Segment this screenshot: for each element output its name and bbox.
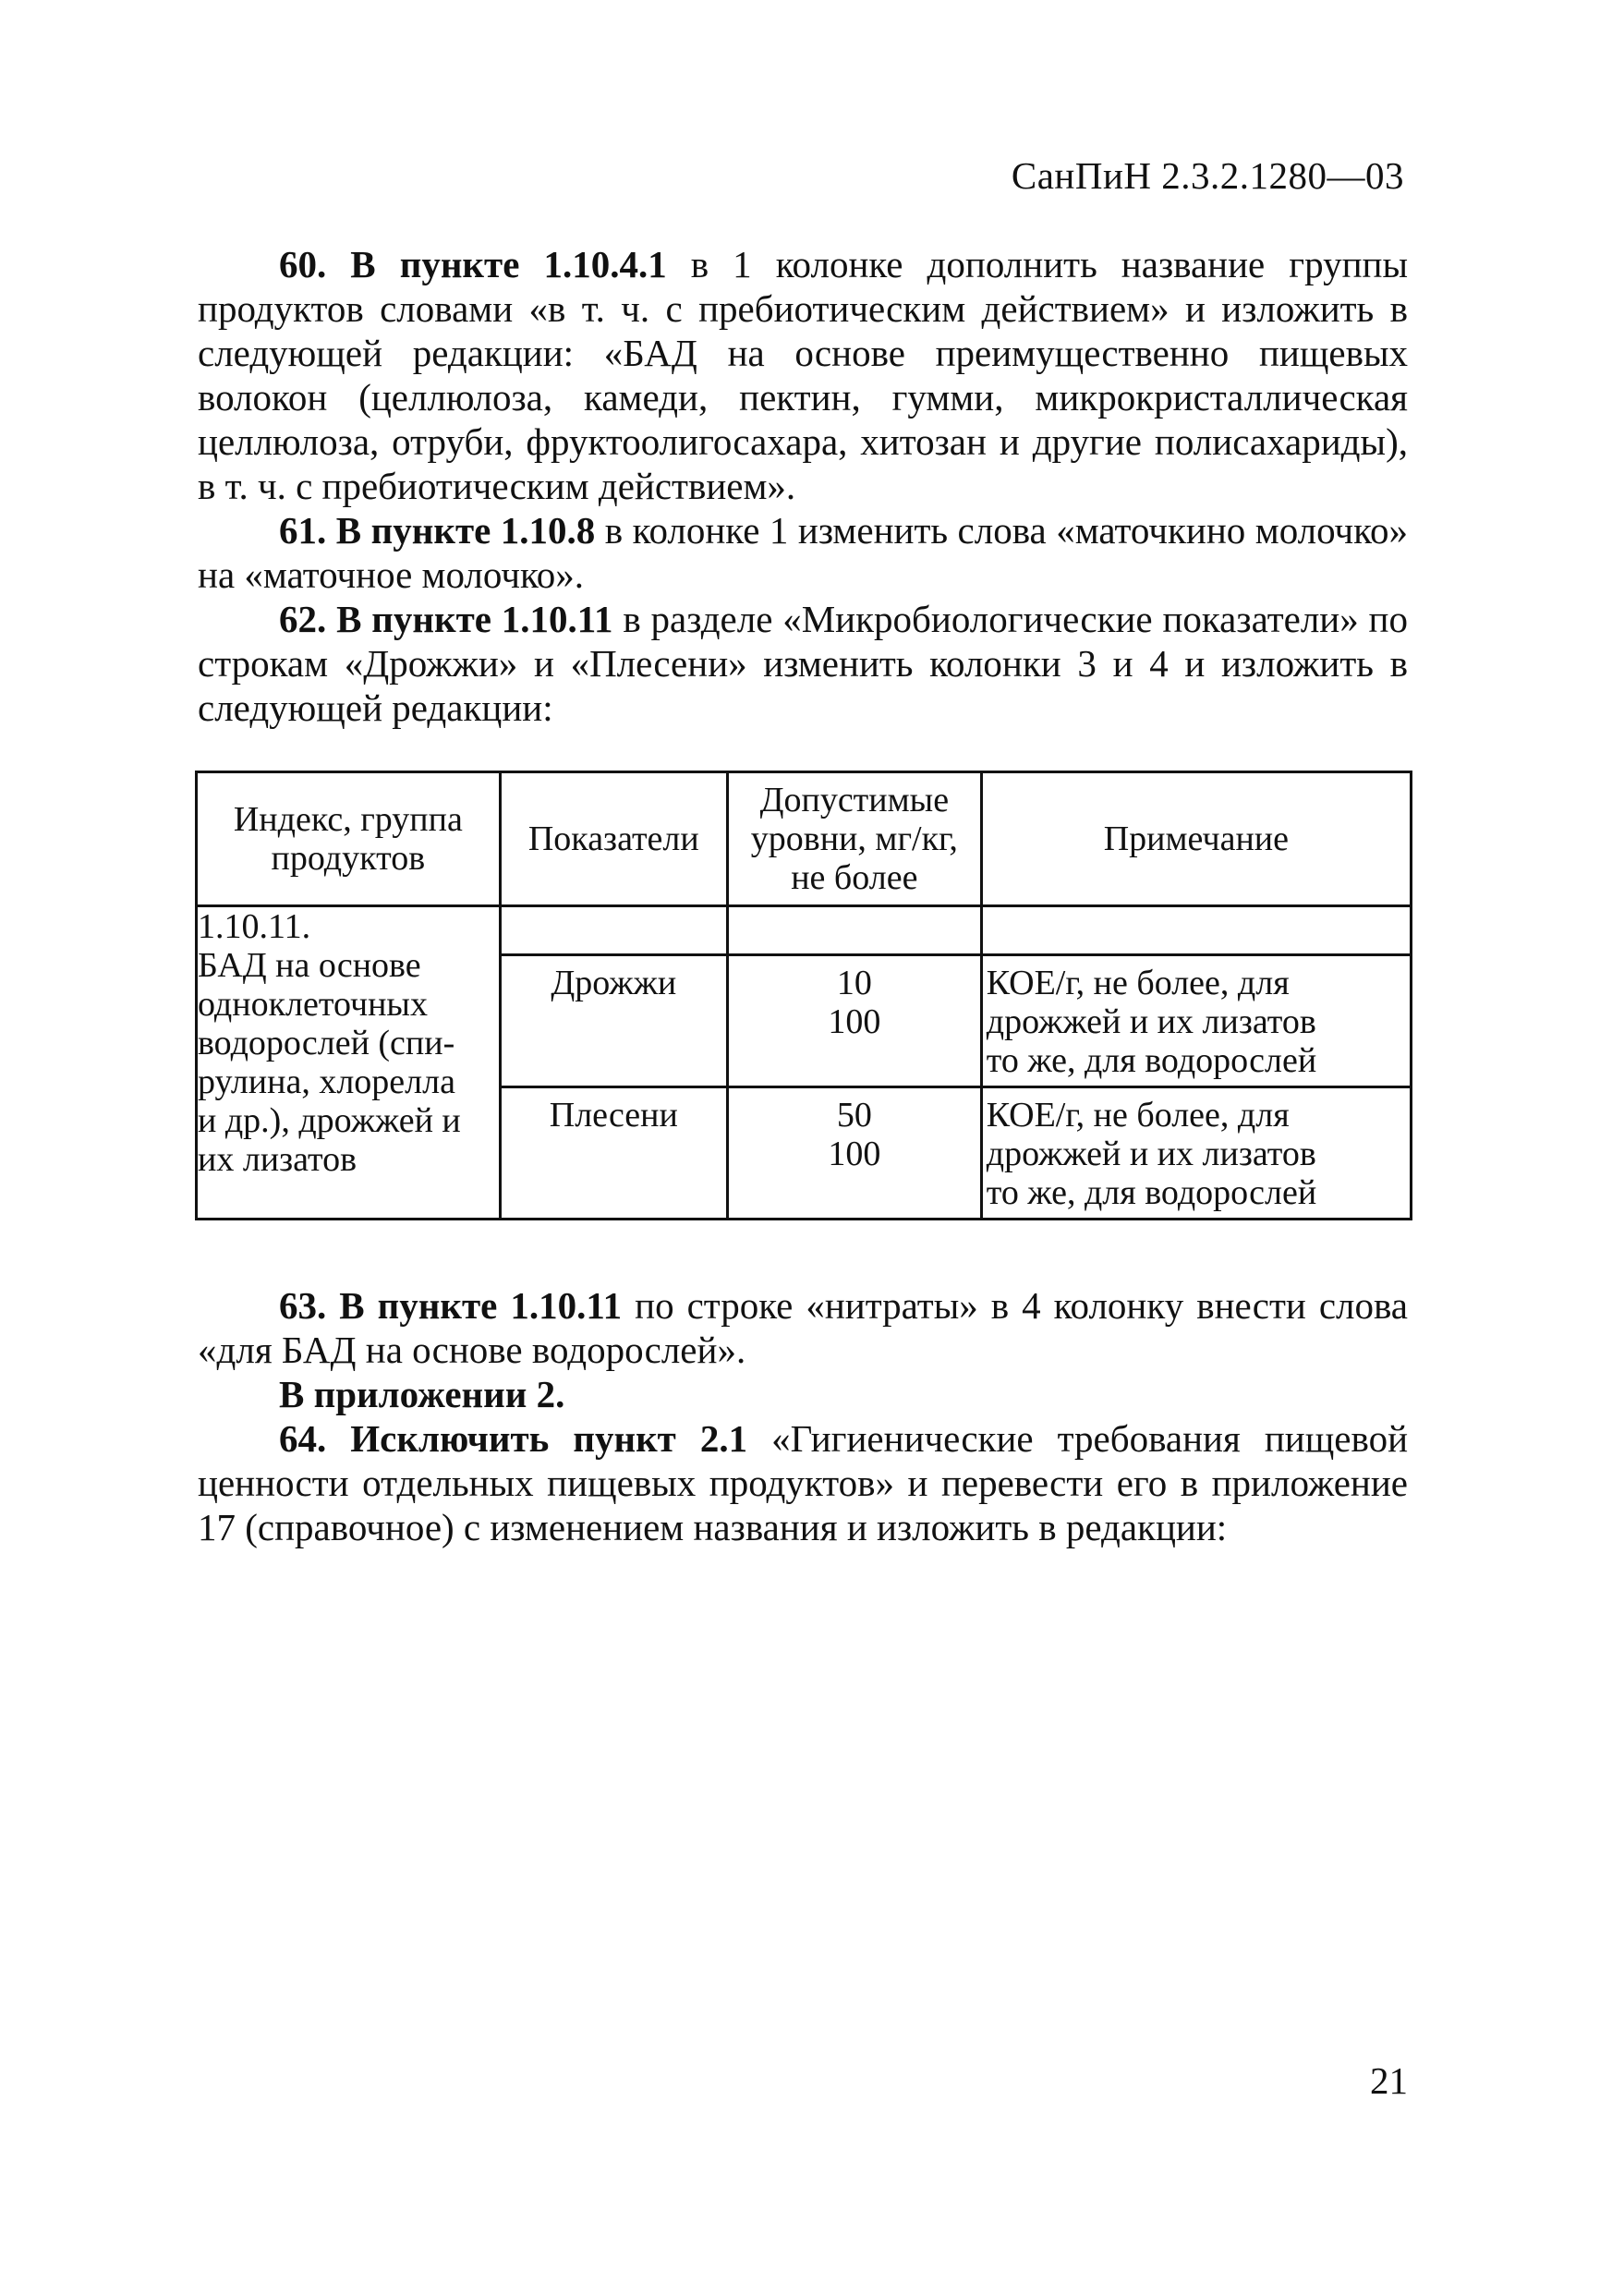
note-yeast [981, 955, 1411, 1087]
level-value: 50 [836, 1096, 872, 1135]
paragraph-63-lead: В пункте 1.10.11 [339, 1284, 623, 1327]
index-line: и др.), дрожжей и [198, 1101, 461, 1140]
note-line: дрожжей и их лизатов [986, 1135, 1316, 1173]
note-line: дрожжей и их лизатов [986, 1002, 1316, 1041]
note-line: то же, для водорослей [986, 1041, 1317, 1080]
paragraph-63-text: по строке «нитраты» в 4 колонку внести слова «для БАД на основе водорослей». [198, 1284, 1409, 1371]
levels-yeast [727, 955, 981, 1087]
index-group-cell [197, 906, 501, 1220]
level-value: 10 [836, 964, 872, 1002]
amendments-bottom-block [198, 1283, 1408, 1549]
amendments-top-block [198, 242, 1408, 730]
index-line: одноклеточных [198, 985, 428, 1024]
index-line: их лизатов [198, 1140, 358, 1179]
appendix-heading: В приложении 2. [279, 1373, 565, 1415]
paragraph-62-lead: В пункте 1.10.11 [336, 598, 613, 640]
amendment-table [195, 771, 1412, 1220]
paragraph-62-number: 62. [279, 598, 327, 640]
table-header-row [197, 772, 1412, 906]
paragraph-61-text: в колонке 1 изменить слова «маточкино молочко» на «маточное молочко». [198, 509, 1409, 596]
paragraph-62-text: в разделе «Микробиологические показатели» по строкам «Дрожжи» и «Плесени» изменить колонки 3 и 4 и изложить в следующей редакции: [198, 598, 1408, 729]
note-line: то же, для водорослей [986, 1173, 1317, 1212]
index-line: рулина, хлорелла [198, 1062, 455, 1101]
paragraph-64-text: «Гигиенические требования пищевой ценности отдельных пищевых продуктов» и перевести его в приложение 17 (справочное) с изменением названия и изложить в редакции: [198, 1417, 1409, 1548]
blank-cell [981, 906, 1411, 955]
blank-cell [500, 906, 727, 955]
paragraph-63 [198, 1283, 1408, 1372]
index-line: водорослей (спи- [198, 1024, 455, 1062]
paragraph-61 [198, 508, 1408, 597]
header-allowed-levels: Допустимые уровни, мг/кг, не более [727, 772, 981, 906]
header-index-group: Индекс, группа продуктов [197, 772, 501, 906]
indicator-yeast: Дрожжи [500, 955, 727, 1087]
paragraph-60-lead: В пункте 1.10.4.1 [350, 243, 667, 285]
page-number: 21 [1370, 2059, 1408, 2102]
paragraph-64-lead: Исключить пункт 2.1 [350, 1417, 748, 1460]
paragraph-60 [198, 242, 1408, 508]
levels-molds [727, 1087, 981, 1220]
paragraph-64 [198, 1416, 1408, 1549]
blank-cell [727, 906, 981, 955]
level-value: 100 [828, 1135, 881, 1173]
paragraph-60-text: в 1 колонке дополнить название группы продуктов словами «в т. ч. с пребиотическим действием» и изложить в следующей редакции: «БАД на основе преимущественно пищевых волокон (целлюлоза, камеди, пектин, гумми, микрокристаллическая целлюлоза, отруби, фруктоолигосахара, хитозан и другие полисахариды), в т. ч. с пребиотическим действием». [198, 243, 1408, 507]
paragraph-61-lead: В пункте 1.10.8 [335, 509, 596, 552]
paragraph-64-number: 64. [279, 1417, 327, 1460]
index-line: БАД на основе [198, 946, 421, 985]
header-indicators: Показатели [500, 772, 727, 906]
paragraph-63-number: 63. [279, 1284, 327, 1327]
header-note: Примечание [981, 772, 1411, 906]
note-line: КОЕ/г, не более, для [986, 1096, 1290, 1135]
level-value: 100 [828, 1002, 881, 1041]
indicator-molds: Плесени [500, 1087, 727, 1220]
paragraph-60-number: 60. [279, 243, 327, 285]
table-row-blank [197, 906, 1412, 955]
note-line: КОЕ/г, не более, для [986, 964, 1290, 1002]
paragraph-62 [198, 597, 1408, 730]
index-code: 1.10.11. [198, 907, 311, 946]
document-code-header: СанПиН 2.3.2.1280—03 [1011, 154, 1404, 197]
paragraph-61-number: 61. [279, 509, 327, 552]
note-molds [981, 1087, 1411, 1220]
